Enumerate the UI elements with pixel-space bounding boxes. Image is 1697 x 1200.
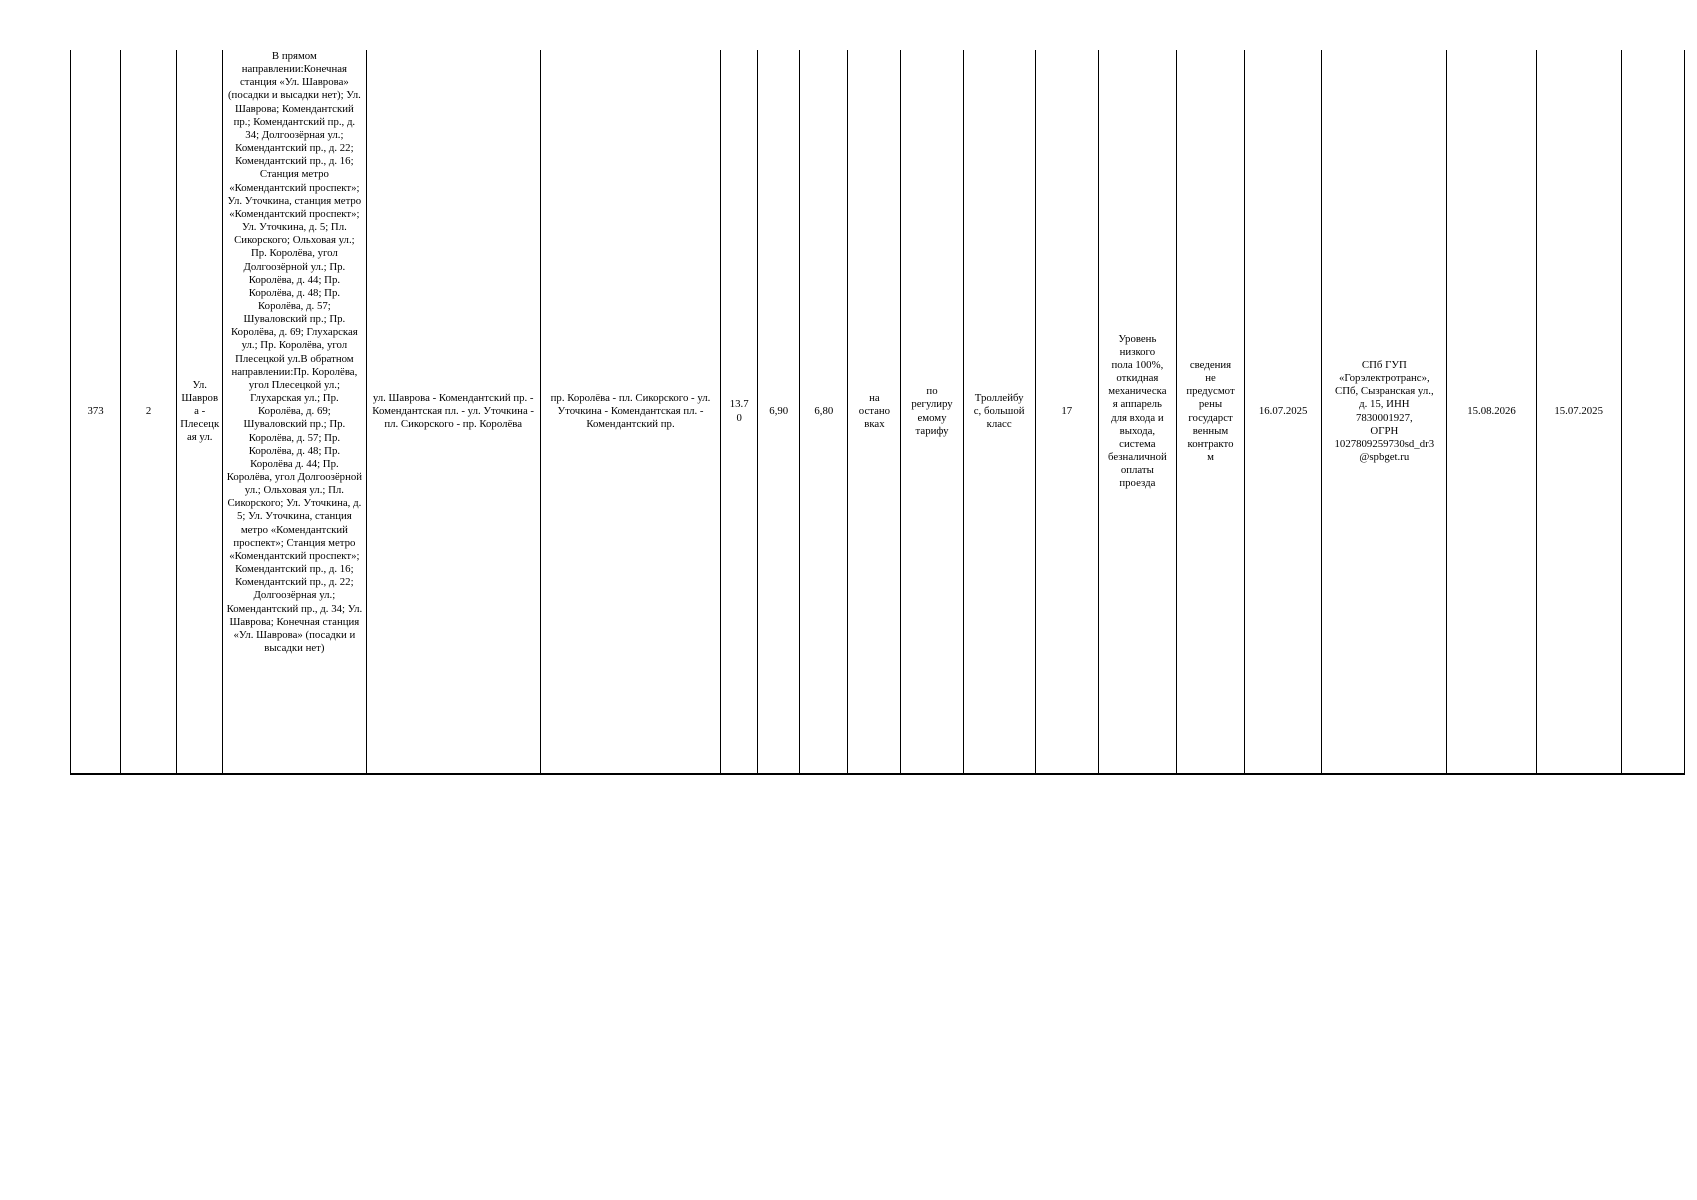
carrier-info-cell: СПб ГУП «Горэлектротранс», СПб, Сызранская ул., д. 15, ИНН 7830001927, ОГРН 1027809259730sd_dr3 @spbget.ru — [1322, 50, 1447, 774]
route-length-backward-cell: 6,80 — [800, 50, 848, 774]
route-number-cell: 2 — [121, 50, 177, 774]
tariff-type-cell: по регулиру емому тарифу — [901, 50, 963, 774]
streets-backward-cell: пр. Королёва - пл. Сикорского - ул. Уточкина - Комендантская пл. - Комендантский пр. — [540, 50, 720, 774]
contract-info-cell: сведения не предусмот рены государст венным контракто м — [1176, 50, 1244, 774]
route-length-total-cell: 13.7 0 — [721, 50, 758, 774]
vehicle-features-cell: Уровень низкого пола 100%, откидная механическа я аппарель для входа и выхода, система безналичной оплаты проезда — [1098, 50, 1176, 774]
route-name-cell: Ул. Шаврова - Плесецкая ул. — [177, 50, 223, 774]
note-cell — [1621, 50, 1684, 774]
change-date-cell: 15.07.2025 — [1536, 50, 1621, 774]
route-registry-table — [70, 50, 1685, 775]
route-length-forward-cell: 6,90 — [758, 50, 800, 774]
registration-number-cell: 373 — [71, 50, 121, 774]
table-row — [71, 50, 1685, 774]
vehicle-count-cell: 17 — [1035, 50, 1098, 774]
stop-order-cell: на остано вках — [848, 50, 901, 774]
stops-list-cell: В прямом направлении:Конечная станция «Ул. Шаврова» (посадки и высадки нет); Ул. Шаврова; Комендантский пр.; Комендантский пр., д. 34; Долгоозёрная ул.; Комендантский пр., д. 22; Комендантский пр., д. 16; Станция метро «Комендантский проспект»; Ул. Уточкина, станция метро «Комендантский проспект»; Ул. Уточкина, д. 5; Пл. Сикорского; Ольховая ул.; Пр. Королёва, угол Долгоозёрной ул.; Пр. Королёва, д. 44; Пр. Королёва, д. 48; Пр. Королёва, д. 57; Шуваловский пр.; Пр. Королёва, д. 69; Глухарская ул.; Пр. Королёва, угол Плесецкой ул.В обратном направлении:Пр. Королёва, угол Плесецкой ул.; Глухарская ул.; Пр. Королёва, д. 69; Шуваловский пр.; Пр. Королёва, д. 57; Пр. Королёва, д. 48; Пр. Королёва д. 44; Пр. Королёва, угол Долгоозёрной ул.; Ольховая ул.; Пл. Сикорского; Ул. Уточкина, д. 5; Ул. Уточкина, станция метро «Комендантский проспект»; Станция метро «Комендантский проспект»; Комендантский пр., д. 16; Комендантский пр., д. 22; Долгоозёрная ул.; Комендантский пр., д. 34; Ул. Шаврова; Конечная станция «Ул. Шаврова» (посадки и высадки нет) — [223, 50, 366, 774]
service-end-date-cell: 15.08.2026 — [1447, 50, 1536, 774]
vehicle-type-cell: Троллейбу с, большой класс — [963, 50, 1035, 774]
service-start-date-cell: 16.07.2025 — [1245, 50, 1322, 774]
streets-forward-cell: ул. Шаврова - Комендантский пр. - Комендантская пл. - ул. Уточкина - пл. Сикорского - пр. Королёва — [366, 50, 540, 774]
